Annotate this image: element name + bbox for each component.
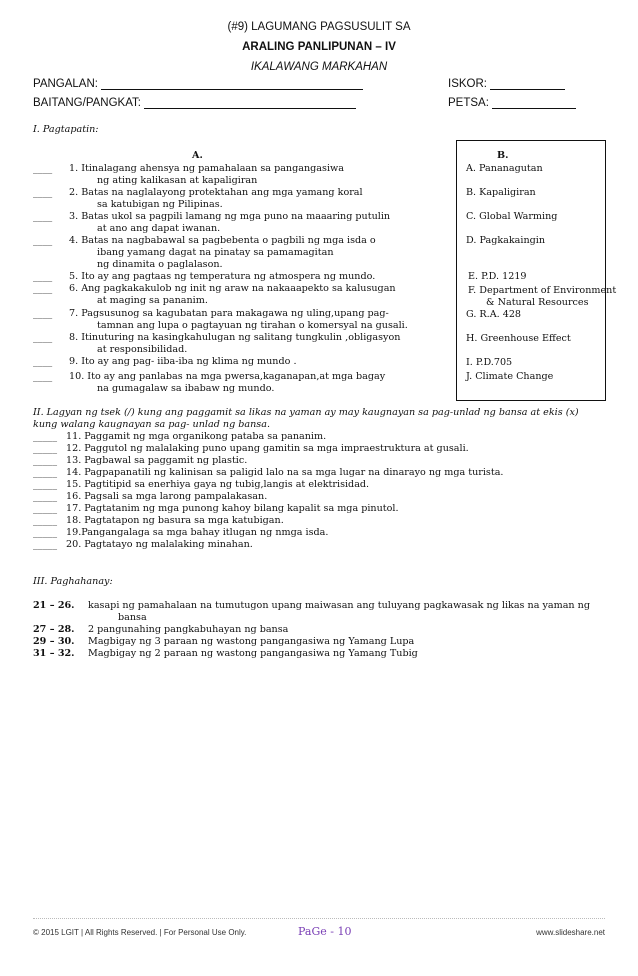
essay-item-number: 27 – 28. [33,624,75,635]
column-b-label: B. [497,150,509,161]
matching-item-text: 2. Batas na naglalayong protektahan ang mga yamang koral [69,187,363,198]
matching-item-text: 4. Batas na nagbabawal sa pagbebenta o pagbili ng mga isda o [69,235,376,246]
pangalan-label: PANGALAN: [33,78,98,90]
footer-divider [33,918,605,919]
matching-item-text: 1. Itinalagang ahensya ng pamahalaan sa pangangasiwa [69,163,344,174]
essay-item-number: 21 – 26. [33,600,75,611]
petsa-field [448,97,576,109]
essay-item-text: Magbigay ng 2 paraan ng wastong pangangasiwa ng Yamang Tubig [88,648,418,659]
matching-item-text: ibang yamang dagat na pinatay sa pamamagitan [97,247,334,258]
checklist-item-text: 20. Pagtatayo ng malalaking minahan. [66,539,253,550]
checklist-item-text: 16. Pagsali sa mga larong pampalakasan. [66,491,268,502]
answer-blank[interactable]: ____ [33,308,53,319]
choice-item: H. Greenhouse Effect [466,333,571,344]
answer-blank[interactable]: _____ [33,503,57,514]
iskor-label: ISKOR: [448,78,487,90]
doc-title-line2: ARALING PANLIPUNAN – IV [242,41,396,53]
matching-item-text: at maging sa pananim. [97,295,208,306]
choice-item: A. Pananagutan [466,163,543,174]
checklist-item-text: 13. Pagbawal sa paggamit ng plastic. [66,455,248,466]
part1-title: I. Pagtapatin: [33,124,99,135]
iskor-line[interactable] [490,79,565,90]
answer-blank[interactable]: _____ [33,443,57,454]
footer-page-number: PaGe - 10 [298,925,352,938]
matching-item-text: 9. Ito ay ang pag- iiba-iba ng klima ng mundo . [69,356,297,367]
answer-blank[interactable]: _____ [33,455,57,466]
matching-item-text: 8. Itinuturing na kasingkahulugan ng salitang tungkulin ,obligasyon [69,332,401,343]
matching-item-text: ng ating kalikasan at kapaligiran [97,175,258,186]
matching-item-text: ng dinamita o paglalason. [97,259,223,270]
matching-item-text: at ano ang dapat iwanan. [97,223,221,234]
matching-item-text: tamnan ang lupa o pagtayuan ng tirahan o komersyal na gusali. [97,320,408,331]
checklist-item-text: 14. Pagpapanatili ng kalinisan sa paligid lalo na sa mga lugar na dinarayo ng mga turista. [66,467,504,478]
matching-item-text: 10. Ito ay ang panlabas na mga pwersa,kaganapan,at mga bagay [69,371,386,382]
baitang-label: BAITANG/PANGKAT: [33,97,141,109]
answer-blank[interactable]: ____ [33,371,53,382]
matching-item-text: sa katubigan ng Pilipinas. [97,199,223,210]
checklist-item-text: 11. Paggamit ng mga organikong pataba sa pananim. [66,431,327,442]
essay-item-text: Magbigay ng 3 paraan ng wastong pangangasiwa ng Yamang Lupa [88,636,415,647]
pangalan-line[interactable] [101,79,363,90]
doc-title-line3: IKALAWANG MARKAHAN [250,61,388,73]
matching-item-text: 5. Ito ay ang pagtaas ng temperatura ng atmospera ng mundo. [69,271,376,282]
essay-item-text: kasapi ng pamahalaan na tumutugon upang maiwasan ang tuluyang pagkawasak ng likas na yaman ng [88,600,590,611]
petsa-label: PETSA: [448,97,489,109]
footer-site: www.slideshare.net [536,928,605,937]
choice-item: B. Kapaligiran [466,187,536,198]
footer-copyright: © 2015 LGIT | All Rights Reserved. | For Personal Use Only. [33,928,247,937]
matching-item-text: 6. Ang pagkakakulob ng init ng araw na nakaaapekto sa kalusugan [69,283,396,294]
matching-item-text: at responsibilidad. [97,344,188,355]
choice-item: J. Climate Change [466,371,554,382]
answer-blank[interactable]: _____ [33,431,57,442]
part3-title: III. Paghahanay: [33,576,113,587]
column-a-label: A. [192,150,203,161]
pangalan-field [33,78,363,90]
answer-blank[interactable]: ____ [33,271,53,282]
answer-blank[interactable]: ____ [33,356,53,367]
checklist-item-text: 12. Paggutol ng malalaking puno upang gamitin sa mga impraestruktura at gusali. [66,443,469,454]
answer-blank[interactable]: _____ [33,539,57,550]
choice-item: F. Department of Environment [468,285,617,296]
part2-instruction-line1: II. Lagyan ng tsek (/) kung ang paggamit sa likas na yaman ay may kaugnayan sa pag-unlad ng bansa at ekis (x) [33,407,579,418]
answer-blank[interactable]: ____ [33,332,53,343]
answer-blank[interactable]: _____ [33,515,57,526]
choice-item: I. P.D.705 [466,357,513,368]
petsa-line[interactable] [492,98,576,109]
essay-item-text: bansa [118,612,147,623]
doc-title-line1: (#9) LAGUMANG PAGSUSULIT SA [227,21,411,33]
answer-blank[interactable]: ____ [33,283,53,294]
checklist-item-text: 17. Pagtatanim ng mga punong kahoy bilang kapalit sa mga pinutol. [66,503,399,514]
choice-item: & Natural Resources [486,297,589,308]
answer-blank[interactable]: _____ [33,491,57,502]
checklist-item-text: 19.Pangangalaga sa mga bahay itlugan ng nmga isda. [66,527,329,538]
essay-item-number: 31 – 32. [33,648,75,659]
answer-blank[interactable]: _____ [33,527,57,538]
iskor-field [448,78,565,90]
baitang-field [33,97,356,109]
choice-item: C. Global Warming [466,211,558,222]
essay-item-text: 2 pangunahing pangkabuhayan ng bansa [88,624,289,635]
checklist-item-text: 18. Pagtatapon ng basura sa mga katubigan. [66,515,284,526]
baitang-line[interactable] [144,98,356,109]
answer-blank[interactable]: _____ [33,467,57,478]
answer-blank[interactable]: ____ [33,187,53,198]
matching-item-text: na gumagalaw sa ibabaw ng mundo. [97,383,275,394]
matching-item-text: 7. Pagsusunog sa kagubatan para makagawa ng uling,upang pag- [69,308,389,319]
matching-item-text: 3. Batas ukol sa pagpili lamang ng mga puno na maaaring putulin [69,211,391,222]
part2-instruction-line2: kung walang kaugnayan sa pag- unlad ng bansa. [33,419,270,430]
choice-item: E. P.D. 1219 [468,271,527,282]
essay-item-number: 29 – 30. [33,636,75,647]
choice-item: G. R.A. 428 [466,309,522,320]
choice-item: D. Pagkakaingin [466,235,546,246]
checklist-item-text: 15. Pagtitipid sa enerhiya gaya ng tubig,langis at elektrisidad. [66,479,370,490]
answer-blank[interactable]: ____ [33,211,53,222]
answer-blank[interactable]: _____ [33,479,57,490]
answer-blank[interactable]: ____ [33,235,53,246]
answer-blank[interactable]: ____ [33,163,53,174]
